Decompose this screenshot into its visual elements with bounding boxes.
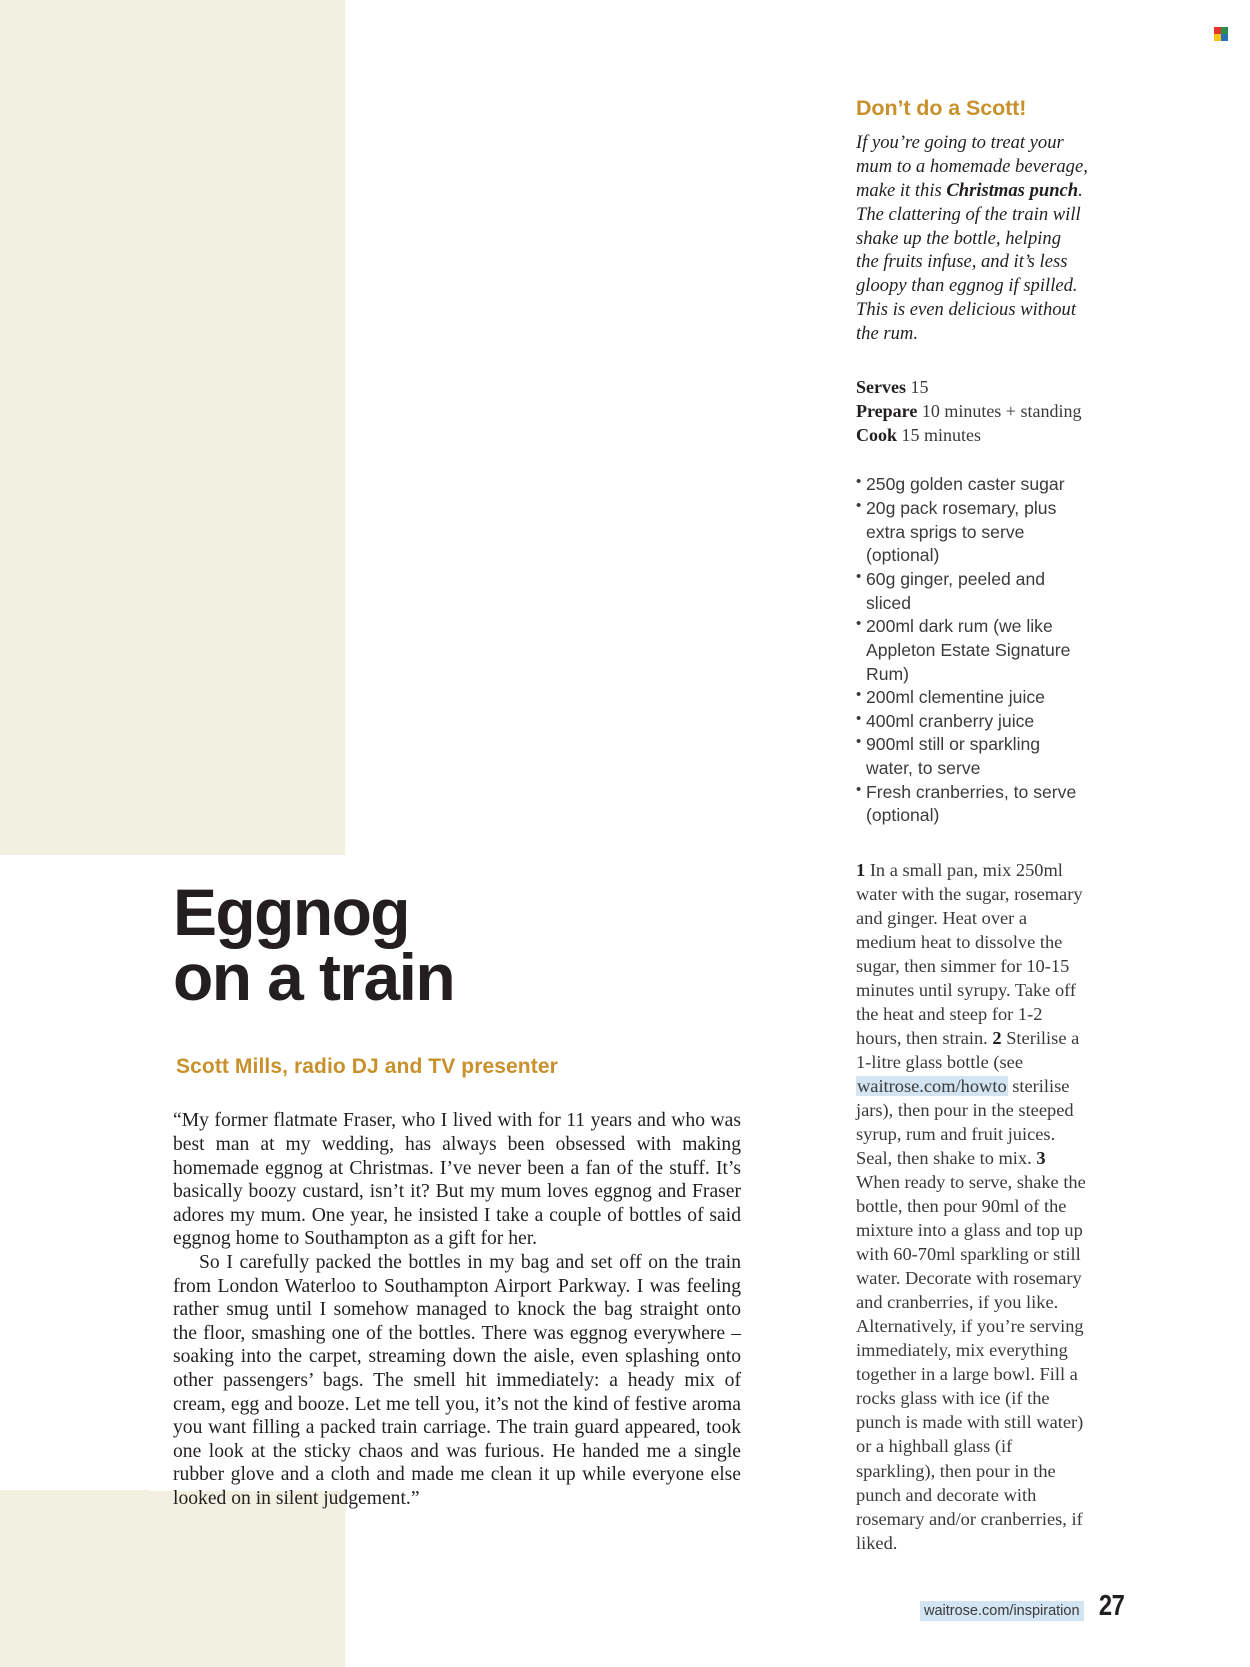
decorative-block-bottom-left — [0, 1490, 345, 1667]
recipe-intro — [856, 131, 1088, 346]
article-byline: Scott Mills, radio DJ and TV presenter — [176, 1055, 558, 1079]
recipe-intro-part-1: If you’re going to treat your mum to a homemade beverage, make it this — [856, 132, 1088, 201]
recipe-column — [856, 96, 1088, 1555]
step-number: 2 — [992, 1028, 1002, 1049]
ingredient-item: • 900ml still or sparkling water, to serve — [856, 733, 1088, 780]
ingredient-item: • 60g ginger, peeled and sliced — [856, 568, 1088, 615]
recipe-intro-part-2: . The clattering of the train will shake up the bottle, helping the fruits infuse, and it’s less gloopy than eggnog if spilled. This is even delicious without the rum. — [856, 179, 1083, 345]
step-number: 1 — [856, 860, 866, 881]
step-text: In a small pan, mix 250ml water with the sugar, rosemary and ginger. Heat over a medium heat to dissolve the sugar, then simmer for 10-15 minutes until syrupy. Take off the heat and steep for 1-2 hours, then strain. — [856, 860, 1083, 1049]
recipe-meta-row — [856, 400, 1088, 424]
ingredient-item: • 400ml cranberry juice — [856, 710, 1088, 734]
recipe-meta-row — [856, 424, 1088, 448]
recipe-meta-value: 15 — [910, 377, 929, 398]
ingredients-list — [856, 473, 1088, 828]
reg-swatch-blue — [1221, 34, 1228, 41]
reg-swatch-red — [1214, 27, 1221, 34]
recipe-meta-row — [856, 376, 1088, 400]
inspiration-link[interactable]: waitrose.com/inspiration — [920, 1601, 1084, 1621]
recipe-meta-label: Serves — [856, 377, 906, 398]
step-text: Sterilise a 1-litre glass bottle (see — [856, 1028, 1080, 1073]
headline-line-1: Eggnog — [173, 875, 409, 949]
recipe-intro-emphasis: Christmas punch — [946, 179, 1079, 201]
step-number: 3 — [1036, 1148, 1046, 1169]
recipe-meta-label: Prepare — [856, 400, 918, 421]
decorative-block-top-left — [0, 0, 345, 855]
page-number: 27 — [1098, 1590, 1124, 1622]
recipe-method — [856, 858, 1088, 1554]
ingredient-item: • Fresh cranberries, to serve (optional) — [856, 781, 1088, 828]
page-title — [173, 875, 748, 1014]
ingredient-item: • 20g pack rosemary, plus extra sprigs to serve (optional) — [856, 497, 1088, 568]
page-footer — [920, 1590, 1127, 1623]
recipe-meta-value: 15 minutes — [901, 424, 982, 445]
recipe-meta — [856, 376, 1088, 447]
howto-link[interactable]: waitrose.com/howto — [857, 1076, 1007, 1097]
step-text: sterilise jars), then pour in the steeped syrup, rum and fruit juices. Seal, then shake to mix. — [856, 1076, 1074, 1169]
article-paragraph: “My former flatmate Fraser, who I lived with for 11 years and who was best man at my wedding, has always been obsessed with making homemade eggnog at Christmas. I’ve never been a fan of the stuff. It’s basically boozy custard, isn’t it? But my mum loves eggnog and Fraser adores my mum. One year, he insisted I take a couple of bottles of said eggnog home to Southampton as a gift for her. — [173, 1110, 741, 1250]
article-paragraph: So I carefully packed the bottles in my bag and set off on the train from London Waterloo to Southampton Airport Parkway. I was feeling rather smug until I somehow managed to knock the bag straight onto the floor, smashing one of the bottles. There was eggnog everywhere – soaking into the carpet, streaming down the aisle, even splashing onto other passengers’ bags. The smell hit immediately: a heady mix of cream, egg and booze. Let me tell you, it’s not the kind of festive aroma you want filling a packed train carriage. The train guard appeared, took one look at the sticky chaos and was furious. He handed me a single rubber glove and a cloth and made me clean it up while everyone else looked on in silent judgement.” — [173, 1252, 741, 1510]
recipe-title: Don’t do a Scott! — [856, 96, 1027, 120]
reg-swatch-green — [1221, 27, 1228, 34]
article-column — [173, 875, 748, 1511]
step-text: When ready to serve, shake the bottle, then pour 90ml of the mixture into a glass and top up with 60-70ml sparkling or still water. Decorate with rosemary and cranberries, if you like. Alternatively, if you’re serving immediately, mix everything together in a large bowl. Fill a rocks glass with ice (if the punch is made with still water) or a highball glass (if sparkling), then pour in the punch and decorate with rosemary and/or cranberries, if liked. — [856, 1172, 1086, 1553]
reg-swatch-yellow — [1214, 34, 1221, 41]
article-body — [173, 1109, 741, 1510]
registration-color-marks-icon — [1214, 27, 1228, 41]
recipe-meta-value: 10 minutes + standing — [921, 400, 1082, 421]
ingredient-item: • 250g golden caster sugar — [856, 473, 1088, 497]
recipe-meta-label: Cook — [856, 424, 898, 445]
ingredient-item: • 200ml dark rum (we like Appleton Estate Signature Rum) — [856, 615, 1088, 686]
ingredient-item: • 200ml clementine juice — [856, 686, 1088, 710]
headline-line-2: on a train — [173, 939, 455, 1014]
